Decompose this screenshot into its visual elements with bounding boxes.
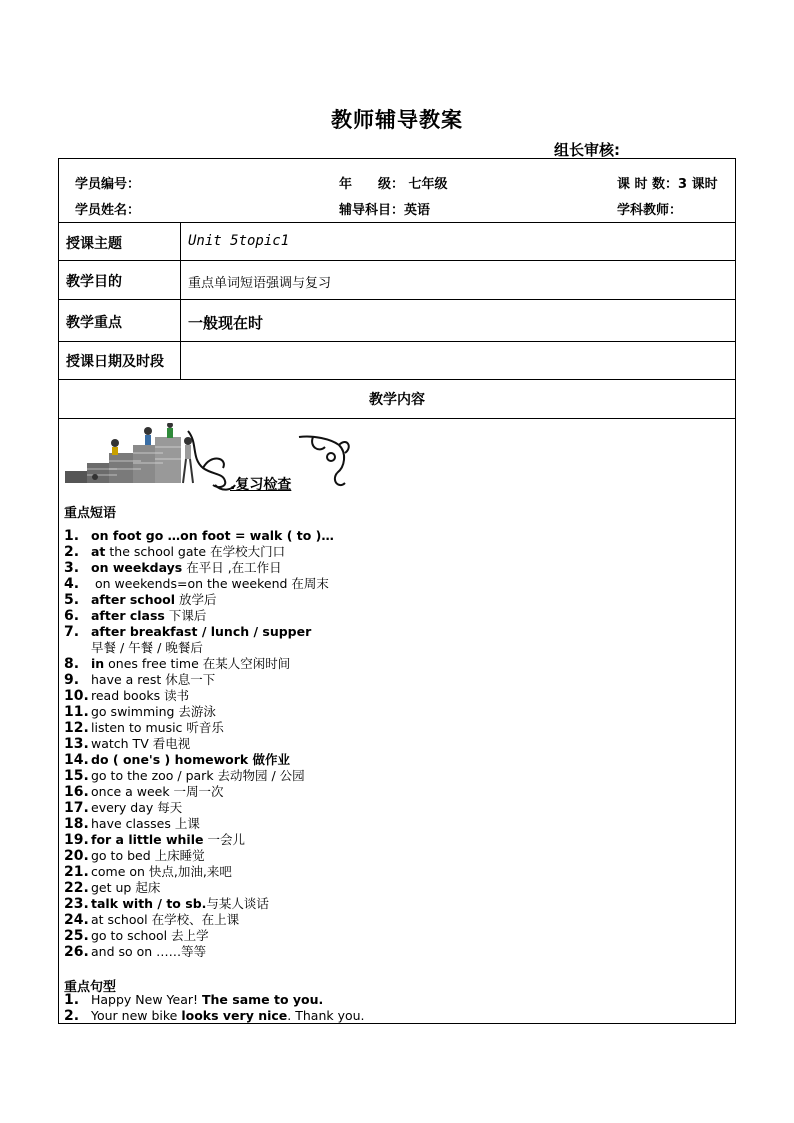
item-number: 4.: [64, 576, 80, 592]
list-item: [64, 848, 334, 864]
swirl-ornament: [188, 431, 235, 490]
divider: [59, 260, 735, 261]
focus-label: 教学重点: [66, 315, 122, 331]
item-number: 17.: [64, 800, 89, 816]
list-item: [64, 864, 334, 880]
divider: [59, 299, 735, 300]
topic-value: Unit 5topic1: [188, 233, 290, 249]
item-number: 25.: [64, 928, 89, 944]
list-item: [64, 944, 334, 960]
item-number: 21.: [64, 864, 89, 880]
item-text: Your new bike: [91, 1008, 182, 1023]
item-number: 14.: [64, 752, 89, 768]
list-item: [64, 928, 334, 944]
item-text: ones free time 在某人空闲时间: [104, 656, 291, 671]
item-bold-text: in: [91, 656, 105, 671]
page-title: 教师辅导教案: [331, 108, 463, 132]
item-number: 3.: [64, 560, 80, 576]
item-text: every day 每天: [91, 800, 183, 815]
list-item: [64, 720, 334, 736]
phrases-title: 重点短语: [64, 506, 117, 521]
item-text: have a rest 休息一下: [91, 672, 216, 687]
item-number: 22.: [64, 880, 89, 896]
list-item: [64, 768, 334, 784]
sentences-list: [64, 992, 365, 1024]
item-text: Happy New Year!: [91, 992, 202, 1007]
goal-value: 重点单词短语强调与复习: [188, 276, 332, 291]
item-number: 15.: [64, 768, 89, 784]
list-item: [64, 704, 334, 720]
list-item: [64, 640, 334, 656]
lesson-plan-table: [58, 158, 736, 1024]
item-text: the school gate 在学校大门口: [105, 544, 286, 559]
item-number: 12.: [64, 720, 89, 736]
item-bold-text: talk with / to sb.: [91, 896, 207, 911]
item-number: 1.: [64, 992, 80, 1008]
goal-label: 教学目的: [66, 274, 122, 290]
content-header: 教学内容: [369, 392, 425, 408]
item-text: 早餐 / 午餐 / 晚餐后: [91, 640, 203, 655]
item-text: go to the zoo / park 去动物园 / 公园: [91, 768, 305, 783]
list-item: [64, 992, 365, 1008]
item-text: 在平日 ,在工作日: [182, 560, 282, 575]
item-text: . Thank you.: [287, 1008, 365, 1023]
item-number: 16.: [64, 784, 89, 800]
list-item: [64, 624, 334, 640]
review-check-heading: .复习检查: [230, 477, 292, 493]
item-text: go to school 去上学: [91, 928, 209, 943]
item-bold-text: do ( one's ) homework 做作业: [91, 752, 291, 767]
list-item: [64, 656, 334, 672]
list-item: [64, 896, 334, 912]
focus-value: 一般现在时: [188, 314, 264, 332]
date-label: 授课日期及时段: [66, 354, 164, 370]
item-bold-text: looks very nice: [181, 1008, 288, 1023]
grade-label: 年 级： 七年级: [339, 177, 448, 192]
list-item: [64, 544, 334, 560]
item-bold-text: on weekdays: [91, 560, 183, 575]
sentences-title: 重点句型: [64, 980, 117, 995]
list-item: [64, 912, 334, 928]
item-number: 26.: [64, 944, 89, 960]
list-item: [64, 736, 334, 752]
item-text: have classes 上课: [91, 816, 200, 831]
item-number: 9.: [64, 672, 80, 688]
phrases-list: [64, 528, 334, 960]
item-text: go swimming 去游泳: [91, 704, 216, 719]
item-number: 10.: [64, 688, 89, 704]
item-number: 19.: [64, 832, 89, 848]
item-number: 20.: [64, 848, 89, 864]
item-number: 1.: [64, 528, 80, 544]
item-bold-text: at: [91, 544, 106, 559]
list-item: [64, 688, 334, 704]
list-item: [64, 752, 334, 768]
list-item: [64, 608, 334, 624]
item-text: at school 在学校、在上课: [91, 912, 240, 927]
hours-label: 课 时 数：3 课时: [617, 177, 718, 192]
review-banner-illustration: [63, 423, 353, 495]
item-number: 18.: [64, 816, 89, 832]
column-divider: [180, 222, 181, 380]
list-item: [64, 816, 334, 832]
item-text: go to bed 上床睡觉: [91, 848, 205, 863]
subject-label: 辅导科目：英语: [339, 203, 431, 218]
item-number: 23.: [64, 896, 89, 912]
item-number: 24.: [64, 912, 89, 928]
divider: [59, 222, 735, 223]
item-number: 11.: [64, 704, 89, 720]
item-text: watch TV 看电视: [91, 736, 191, 751]
item-text: 与某人谈话: [206, 896, 269, 911]
list-item: [64, 784, 334, 800]
student-name-label: 学员姓名：: [75, 203, 141, 218]
item-bold-text: after class: [91, 608, 165, 623]
item-bold-text: on foot go …on foot = walk ( to )…: [91, 528, 334, 543]
item-text: and so on ……等等: [91, 944, 207, 959]
list-item: [64, 832, 334, 848]
item-text: 一会儿: [203, 832, 245, 847]
divider: [59, 341, 735, 342]
item-bold-text: after school: [91, 592, 176, 607]
item-number: 2.: [64, 544, 80, 560]
divider: [59, 418, 735, 419]
item-number: 13.: [64, 736, 89, 752]
item-number: 6.: [64, 608, 80, 624]
item-text: once a week 一周一次: [91, 784, 224, 799]
item-text: 放学后: [175, 592, 217, 607]
item-bold-text: The same to you.: [202, 992, 324, 1007]
teacher-label: 学科教师：: [617, 203, 683, 218]
list-item: [64, 560, 334, 576]
book-stairs-graphic: [65, 437, 181, 483]
item-number: 8.: [64, 656, 80, 672]
list-item: [64, 576, 334, 592]
list-item: [64, 1008, 365, 1024]
item-text: come on 快点,加油,来吧: [91, 864, 232, 879]
item-number: 5.: [64, 592, 80, 608]
list-item: [64, 592, 334, 608]
item-number: 7.: [64, 624, 80, 640]
corner-ornament: [299, 436, 349, 485]
list-item: [64, 528, 334, 544]
item-text: listen to music 听音乐: [91, 720, 224, 735]
item-text: on weekends=on the weekend 在周末: [91, 576, 329, 591]
list-item: [64, 800, 334, 816]
item-bold-text: for a little while: [91, 832, 204, 847]
item-bold-text: after breakfast / lunch / supper: [91, 624, 312, 639]
reviewer-label: 组长审核:: [554, 141, 620, 159]
topic-label: 授课主题: [66, 236, 122, 252]
list-item: [64, 672, 334, 688]
item-text: get up 起床: [91, 880, 161, 895]
student-id-label: 学员编号：: [75, 177, 141, 192]
divider: [59, 379, 735, 380]
list-item: [64, 880, 334, 896]
item-text: 下课后: [164, 608, 207, 623]
item-text: read books 读书: [91, 688, 190, 703]
item-number: 2.: [64, 1008, 80, 1024]
